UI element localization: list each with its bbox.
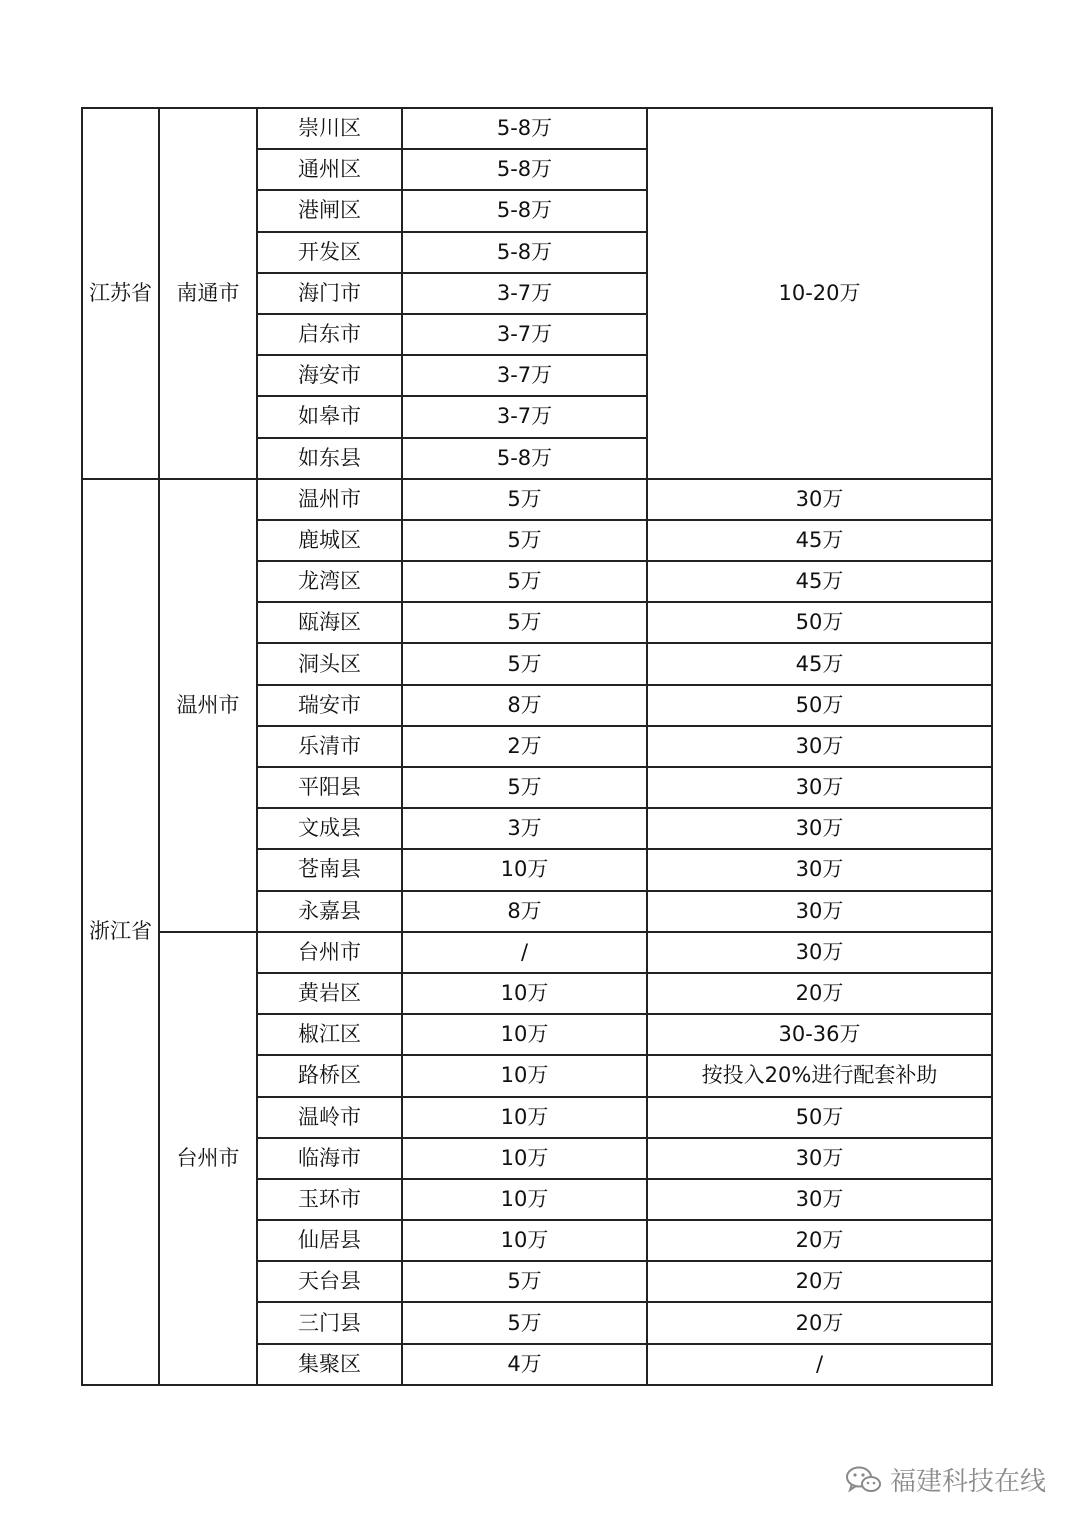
- district-cell: 玉环市: [257, 1179, 402, 1220]
- district-cell: 乐清市: [257, 726, 402, 767]
- shared-amount-cell: 10-20万: [647, 108, 992, 479]
- district-cell: 临海市: [257, 1138, 402, 1179]
- amount-cell: 5-8万: [402, 190, 647, 231]
- watermark: [844, 1461, 1046, 1498]
- district-cell: 如皋市: [257, 396, 402, 437]
- amount-cell: 5万: [402, 1302, 647, 1343]
- subsidy-cell: 30万: [647, 932, 992, 973]
- amount-cell: 5万: [402, 561, 647, 602]
- district-cell: 天台县: [257, 1261, 402, 1302]
- district-cell: 台州市: [257, 932, 402, 973]
- district-cell: 三门县: [257, 1302, 402, 1343]
- subsidy-cell: 20万: [647, 973, 992, 1014]
- amount-cell: 3-7万: [402, 396, 647, 437]
- amount-cell: 10万: [402, 1220, 647, 1261]
- city-cell: 台州市: [159, 932, 257, 1385]
- district-cell: 海门市: [257, 273, 402, 314]
- amount-cell: 5万: [402, 479, 647, 520]
- table-row: [82, 932, 992, 973]
- table-row: [82, 479, 992, 520]
- district-cell: 开发区: [257, 232, 402, 273]
- subsidy-cell: 30万: [647, 891, 992, 932]
- district-cell: 洞头区: [257, 643, 402, 684]
- subsidy-cell: 30万: [647, 726, 992, 767]
- amount-cell: 5-8万: [402, 232, 647, 273]
- province-cell: 浙江省: [82, 479, 159, 1385]
- subsidy-cell: 20万: [647, 1220, 992, 1261]
- watermark-text: 福建科技在线: [889, 1467, 1046, 1497]
- district-cell: 永嘉县: [257, 891, 402, 932]
- subsidy-cell: 30万: [647, 479, 992, 520]
- subsidy-cell: 20万: [647, 1302, 992, 1343]
- subsidy-cell: 30万: [647, 1138, 992, 1179]
- district-cell: 瑞安市: [257, 685, 402, 726]
- district-cell: 苍南县: [257, 849, 402, 890]
- district-cell: 鹿城区: [257, 520, 402, 561]
- district-cell: 崇川区: [257, 108, 402, 149]
- wechat-icon: [844, 1465, 884, 1495]
- amount-cell: 3-7万: [402, 355, 647, 396]
- district-cell: 路桥区: [257, 1055, 402, 1096]
- subsidy-cell: /: [647, 1344, 992, 1385]
- amount-cell: /: [402, 932, 647, 973]
- district-cell: 港闸区: [257, 190, 402, 231]
- subsidy-cell: 30万: [647, 767, 992, 808]
- amount-cell: 8万: [402, 685, 647, 726]
- amount-cell: 10万: [402, 1097, 647, 1138]
- amount-cell: 5万: [402, 602, 647, 643]
- amount-cell: 5万: [402, 767, 647, 808]
- district-cell: 海安市: [257, 355, 402, 396]
- amount-cell: 5万: [402, 520, 647, 561]
- amount-cell: 10万: [402, 1138, 647, 1179]
- amount-cell: 5万: [402, 1261, 647, 1302]
- subsidy-cell: 30-36万: [647, 1014, 992, 1055]
- amount-cell: 3万: [402, 808, 647, 849]
- city-cell: 温州市: [159, 479, 257, 932]
- district-cell: 温州市: [257, 479, 402, 520]
- amount-cell: 10万: [402, 1014, 647, 1055]
- subsidy-cell: 45万: [647, 561, 992, 602]
- city-cell: 南通市: [159, 108, 257, 479]
- district-cell: 龙湾区: [257, 561, 402, 602]
- district-cell: 仙居县: [257, 1220, 402, 1261]
- district-cell: 如东县: [257, 438, 402, 479]
- district-cell: 启东市: [257, 314, 402, 355]
- subsidy-cell: 30万: [647, 849, 992, 890]
- amount-cell: 10万: [402, 973, 647, 1014]
- subsidy-cell: 50万: [647, 602, 992, 643]
- amount-cell: 10万: [402, 849, 647, 890]
- table-row: [82, 108, 992, 149]
- amount-cell: 5万: [402, 643, 647, 684]
- subsidy-cell: 按投入20%进行配套补助: [647, 1055, 992, 1096]
- subsidy-cell: 20万: [647, 1261, 992, 1302]
- amount-cell: 5-8万: [402, 108, 647, 149]
- province-cell: 江苏省: [82, 108, 159, 479]
- district-cell: 黄岩区: [257, 973, 402, 1014]
- amount-cell: 3-7万: [402, 314, 647, 355]
- amount-cell: 10万: [402, 1179, 647, 1220]
- district-cell: 温岭市: [257, 1097, 402, 1138]
- district-cell: 椒江区: [257, 1014, 402, 1055]
- district-cell: 集聚区: [257, 1344, 402, 1385]
- amount-cell: 8万: [402, 891, 647, 932]
- district-cell: 瓯海区: [257, 602, 402, 643]
- district-cell: 平阳县: [257, 767, 402, 808]
- district-cell: 文成县: [257, 808, 402, 849]
- amount-cell: 5-8万: [402, 149, 647, 190]
- subsidy-cell: 50万: [647, 685, 992, 726]
- amount-cell: 10万: [402, 1055, 647, 1096]
- amount-cell: 5-8万: [402, 438, 647, 479]
- subsidy-cell: 30万: [647, 808, 992, 849]
- subsidy-table: [81, 107, 993, 1386]
- subsidy-table-body: [82, 108, 992, 1385]
- subsidy-cell: 45万: [647, 643, 992, 684]
- subsidy-cell: 30万: [647, 1179, 992, 1220]
- district-cell: 通州区: [257, 149, 402, 190]
- amount-cell: 3-7万: [402, 273, 647, 314]
- subsidy-cell: 45万: [647, 520, 992, 561]
- amount-cell: 2万: [402, 726, 647, 767]
- subsidy-cell: 50万: [647, 1097, 992, 1138]
- amount-cell: 4万: [402, 1344, 647, 1385]
